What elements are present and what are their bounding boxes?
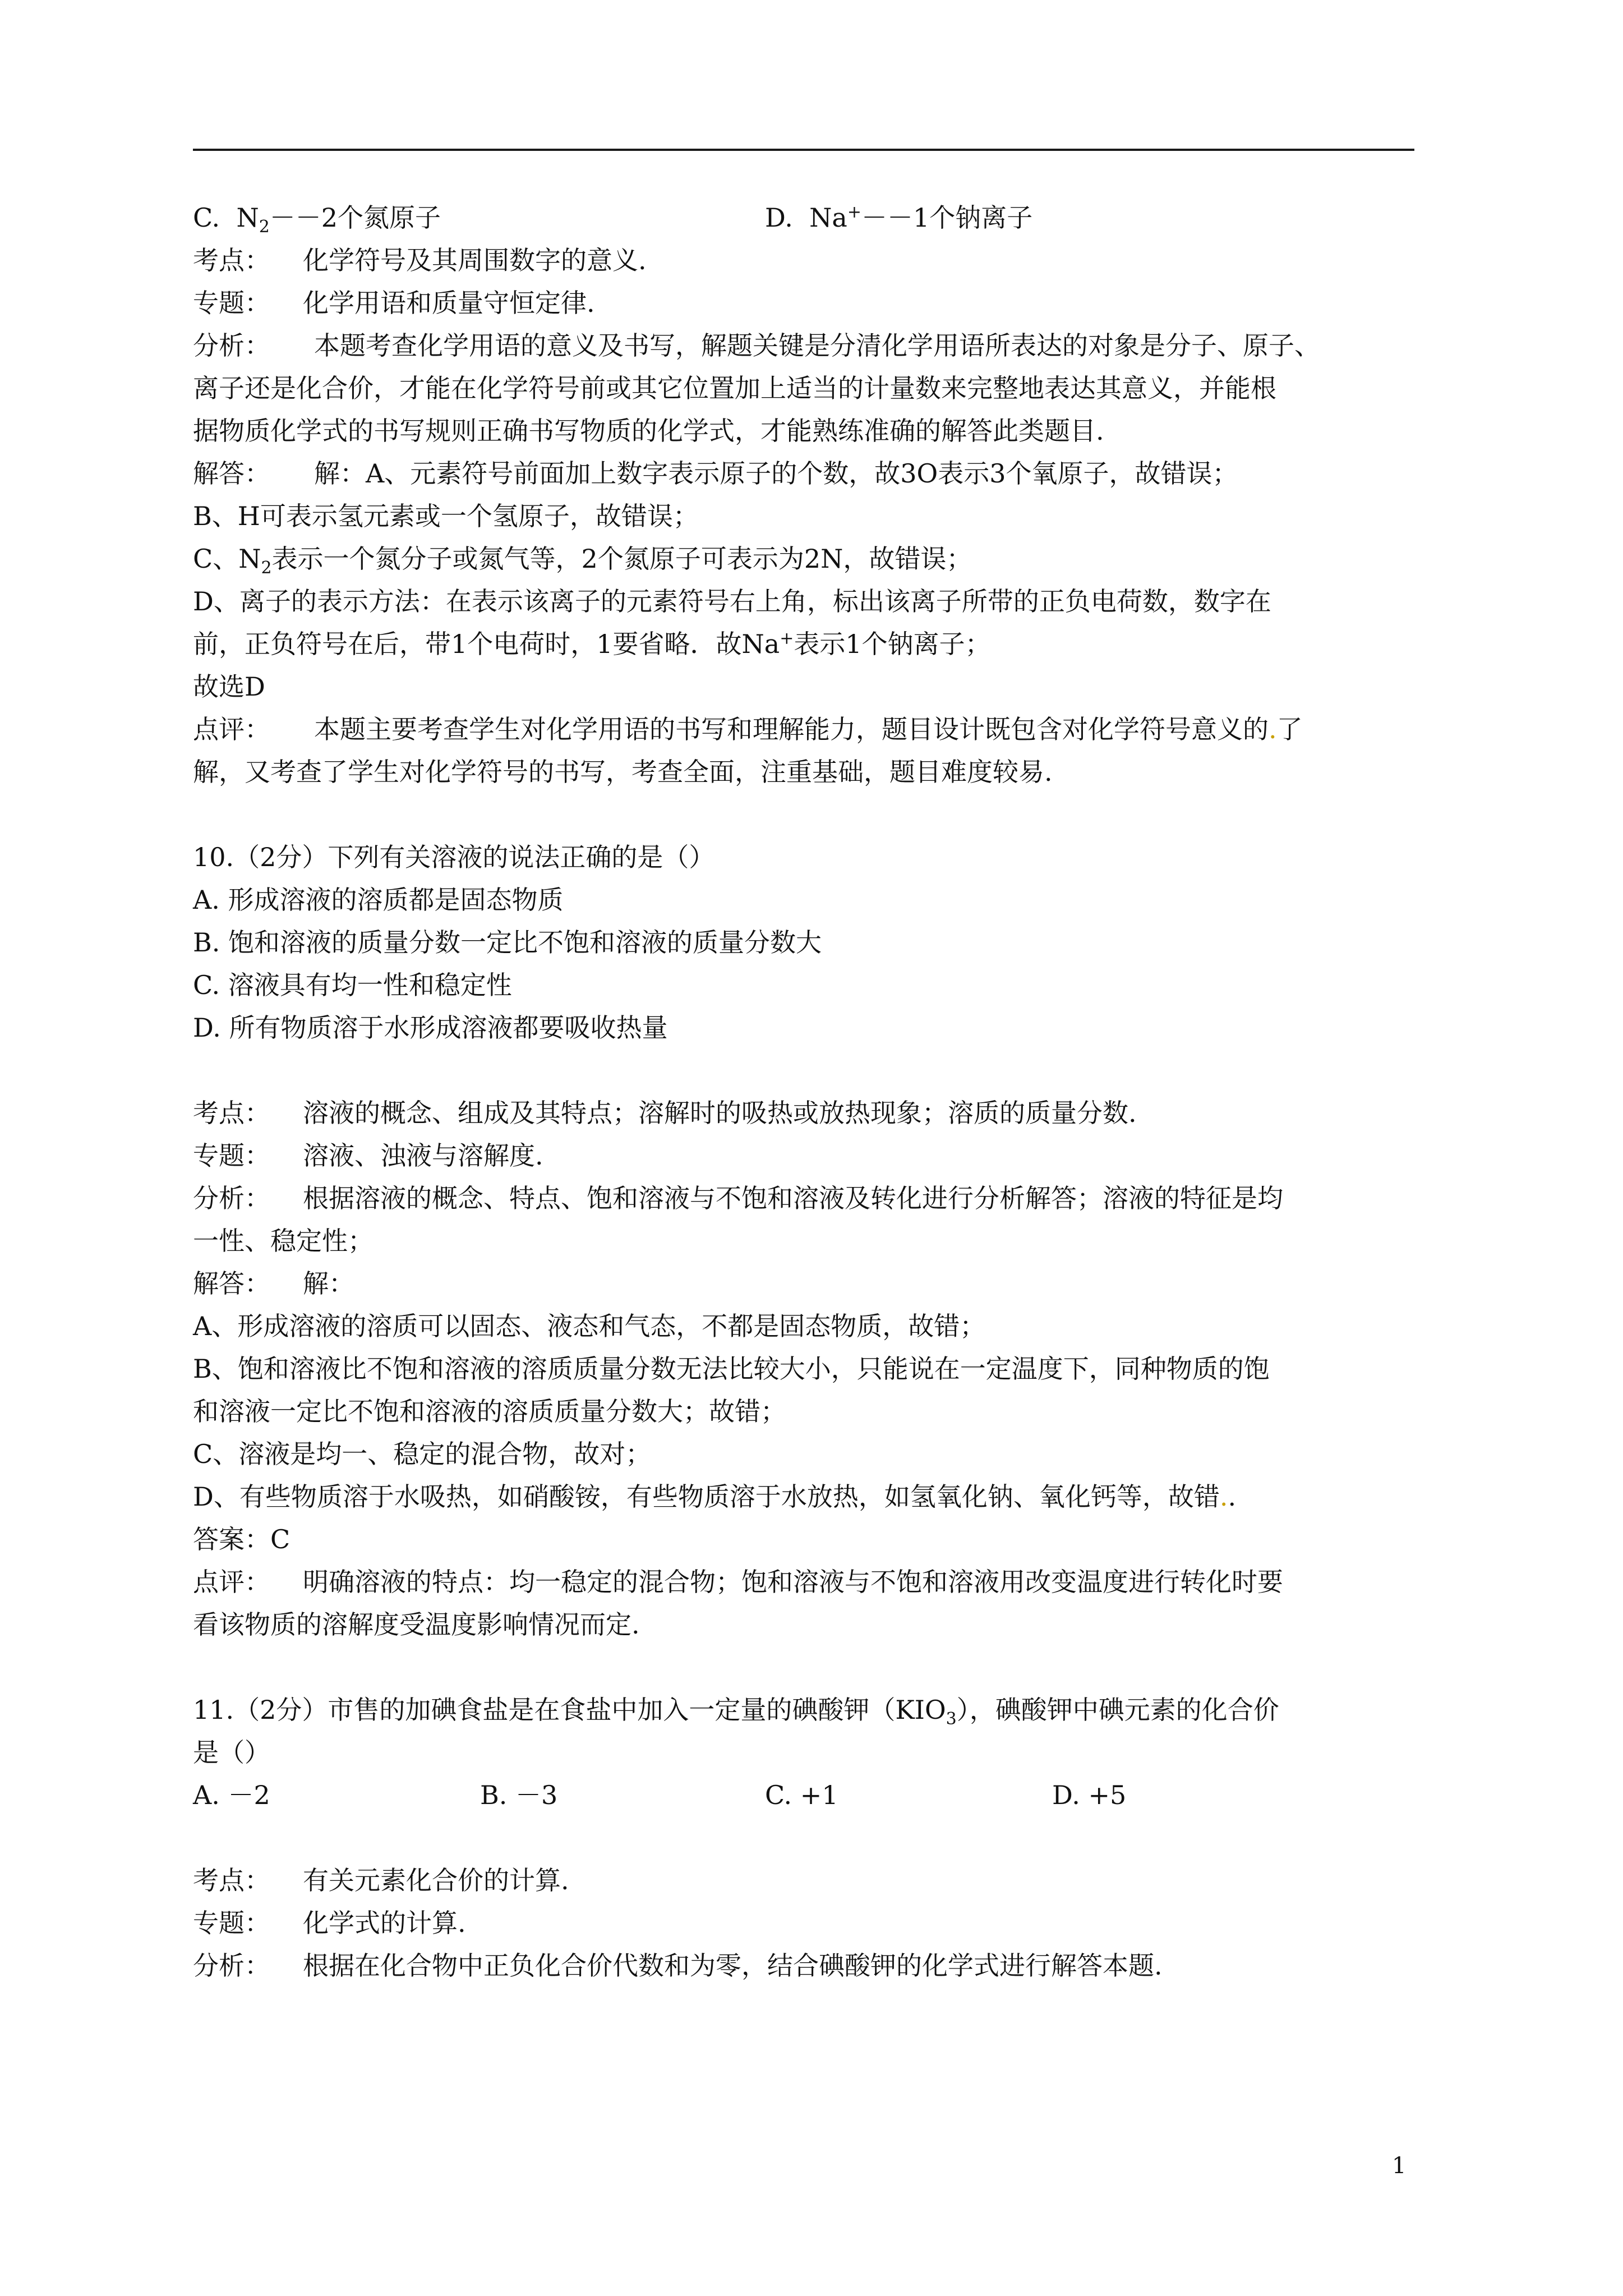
q10-jieda-line: C、溶液是均一、稳定的混合物，故对； <box>193 1439 652 1469</box>
q10-answer: 答案：C <box>193 1524 291 1554</box>
q9-jieda-line: 解答： 解：A、元素符号前面加上数字表示原子的个数，故3O表示3个氧原子，故错误； <box>193 458 1238 489</box>
q9-kaodian: 考点： 化学符号及其周围数字的意义. <box>193 245 647 275</box>
q10-option: A. 形成溶液的溶质都是固态物质 <box>193 885 564 915</box>
q9-fenxi-line: 离子还是化合价，才能在化学符号前或其它位置加上适当的计量数来完整地表达其意义，并能根 <box>193 373 1276 403</box>
q10-jieda-line: 解答： 解： <box>193 1268 354 1299</box>
q9-jieda-line: C、$N_2$表示一个氮分子或氮气等，2个氮原子可表示为2N，故错误； <box>193 544 972 578</box>
q11-option-b: B. －3 <box>480 1780 558 1810</box>
q9-zhuanti: 专题： 化学用语和质量守恒定律. <box>193 288 595 318</box>
q9-fenxi-line: 分析： 本题考查化学用语的意义及书写，解题关键是分清化学用语所表达的对象是分子、原子、 <box>193 330 1320 361</box>
q10-dianping-line: 看该物质的溶解度受温度影响情况而定. <box>193 1609 640 1640</box>
q9-option-c: C. $N_2--2$个氮原子 <box>193 203 441 237</box>
q9-jieda-line: 故选D <box>193 671 265 702</box>
q11-kaodian: 考点： 有关元素化合价的计算. <box>193 1865 569 1895</box>
q9-jieda-line: B、H可表示氢元素或一个氢原子，故错误； <box>193 501 699 531</box>
q9-jieda-line: D、离子的表示方法：在表示该离子的元素符号右上角，标出该离子所带的正负电荷数，数字在 <box>193 586 1271 616</box>
q11-option-a: A. －2 <box>193 1780 270 1810</box>
q11-option-d: D. +5 <box>1052 1780 1127 1810</box>
q11-stem: 11.（2分）市售的加碘食盐是在食盐中加入一定量的碘酸钾$(KIO_3)$，碘酸钾中碘元素的化合价 <box>193 1695 1279 1729</box>
q10-jieda-line: 和溶液一定比不饱和溶液的溶质质量分数大；故错； <box>193 1396 786 1427</box>
q10-zhuanti: 专题： 溶液、浊液与溶解度. <box>193 1140 543 1171</box>
q11-stem-line2: 是（） <box>193 1737 270 1768</box>
q9-fenxi-line: 据物质化学式的书写规则正确书写物质的化学式，才能熟练准确的解答此类题目. <box>193 416 1104 446</box>
q11-option-c: C. +1 <box>765 1780 838 1810</box>
q11-zhuanti: 专题： 化学式的计算. <box>193 1908 466 1938</box>
q10-kaodian: 考点： 溶液的概念、组成及其特点；溶解时的吸热或放热现象；溶质的质量分数. <box>193 1098 1137 1128</box>
q11-fenxi: 分析： 根据在化合物中正负化合价代数和为零，结合碘酸钾的化学式进行解答本题. <box>193 1950 1163 1981</box>
q10-option: B. 饱和溶液的质量分数一定比不饱和溶液的质量分数大 <box>193 927 822 958</box>
q10-fenxi-line: 一性、稳定性； <box>193 1226 374 1256</box>
q10-jieda-line: A、形成溶液的溶质可以固态、液态和气态，不都是固态物质，故错； <box>193 1311 986 1341</box>
q10-dianping-line: 点评： 明确溶液的特点：均一稳定的混合物；饱和溶液与不饱和溶液用改变温度进行转化时要 <box>193 1567 1283 1597</box>
q10-option: D. 所有物质溶于水形成溶液都要吸收热量 <box>193 1013 668 1043</box>
q10-stem: 10.（2分）下列有关溶液的说法正确的是（） <box>193 842 715 872</box>
q10-option: C. 溶液具有均一性和稳定性 <box>193 970 512 1000</box>
q10-jieda-line: B、饱和溶液比不饱和溶液的溶质质量分数无法比较大小，只能说在一定温度下，同种物质的饱 <box>193 1354 1270 1384</box>
q9-dianping-line: 点评： 本题主要考查学生对化学用语的书写和理解能力，题目设计既包含对化学符号意义的.了 <box>193 714 1303 744</box>
q9-jieda-line: 前，正负符号在后，带1个电荷时，1要省略．故Na+表示1个钠离子； <box>193 628 991 659</box>
q9-option-d: D. Na+－－1个钠离子 <box>765 202 1033 233</box>
q9-dianping-line: 解，又考查了学生对化学符号的书写，考查全面，注重基础，题目难度较易. <box>193 757 1053 787</box>
header-rule <box>193 149 1414 151</box>
q10-fenxi-line: 分析： 根据溶液的概念、特点、饱和溶液与不饱和溶液及转化进行分析解答；溶液的特征是均 <box>193 1183 1283 1213</box>
q10-jieda-line: D、有些物质溶于水吸热，如硝酸铵，有些物质溶于水放热，如氢氧化钠、氧化钙等，故错.. <box>193 1481 1237 1512</box>
page-number: 1 <box>1392 2153 1407 2179</box>
